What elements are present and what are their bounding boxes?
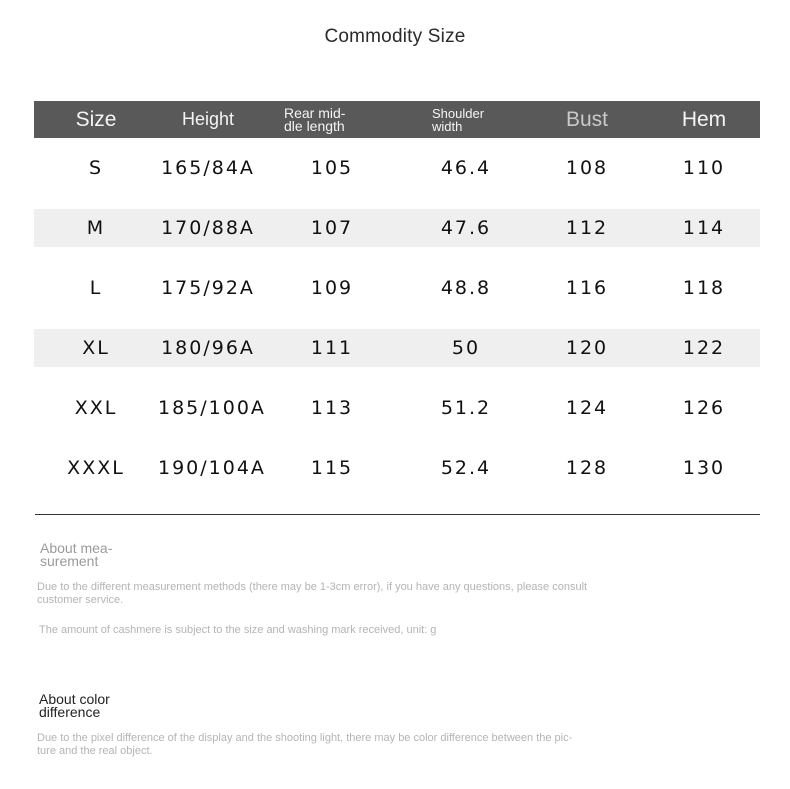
color-note: Due to the pixel difference of the display and the shooting light, there may be color difference between the pic- ture and the real object. bbox=[37, 732, 573, 757]
cell-rear-length: 109 bbox=[310, 277, 354, 299]
cashmere-note: The amount of cashmere is subject to the size and washing mark received, unit: g bbox=[39, 624, 437, 636]
divider-line bbox=[35, 514, 760, 515]
cell-height: 170/88A bbox=[161, 217, 255, 239]
cell-height: 190/104A bbox=[158, 457, 266, 479]
cell-bust: 120 bbox=[565, 337, 609, 359]
cell-rear-length: 105 bbox=[310, 157, 354, 179]
table-header bbox=[34, 101, 760, 138]
header-height: Height bbox=[181, 109, 235, 129]
cell-size: XL bbox=[82, 337, 110, 359]
cell-height: 175/92A bbox=[161, 277, 255, 299]
cell-hem: 114 bbox=[682, 217, 726, 239]
cell-size: M bbox=[86, 217, 106, 239]
header-size: Size bbox=[75, 107, 117, 131]
measurement-heading: About mea- surement bbox=[40, 540, 113, 569]
header-hem: Hem bbox=[681, 107, 727, 131]
cell-bust: 124 bbox=[565, 397, 609, 419]
cell-bust: 116 bbox=[565, 277, 609, 299]
table-row bbox=[34, 258, 760, 318]
size-table bbox=[34, 101, 760, 498]
cell-hem: 118 bbox=[682, 277, 726, 299]
cell-rear-length: 111 bbox=[310, 337, 354, 359]
cell-rear-length: 107 bbox=[310, 217, 354, 239]
cell-height: 185/100A bbox=[158, 397, 266, 419]
cell-height: 165/84A bbox=[161, 157, 255, 179]
cell-hem: 110 bbox=[682, 157, 726, 179]
cell-bust: 108 bbox=[565, 157, 609, 179]
page-title: Commodity Size bbox=[324, 26, 466, 47]
cell-shoulder: 51.2 bbox=[440, 397, 492, 419]
cell-size: S bbox=[88, 157, 104, 179]
cell-size: XXL bbox=[74, 397, 118, 419]
cell-size: XXXL bbox=[67, 457, 125, 479]
cell-rear-length: 113 bbox=[310, 397, 354, 419]
table-row bbox=[34, 329, 760, 367]
measurement-note: Due to the different measurement methods (there may be 1-3cm error), if you have any questions, please consult customer service. bbox=[37, 581, 588, 606]
cell-height: 180/96A bbox=[161, 337, 255, 359]
cell-hem: 122 bbox=[682, 337, 726, 359]
table-row bbox=[34, 378, 760, 438]
cell-shoulder: 52.4 bbox=[440, 457, 492, 479]
cell-shoulder: 50 bbox=[451, 337, 481, 359]
table-row bbox=[34, 138, 760, 198]
table-row bbox=[34, 209, 760, 247]
cell-rear-length: 115 bbox=[310, 457, 354, 479]
cell-bust: 112 bbox=[565, 217, 609, 239]
header-bust: Bust bbox=[565, 107, 609, 131]
header-rear-middle-length: Rear mid- dle length bbox=[284, 104, 346, 134]
cell-hem: 126 bbox=[682, 397, 726, 419]
cell-bust: 128 bbox=[565, 457, 609, 479]
header-shoulder-width: Shoulder width bbox=[432, 105, 485, 134]
cell-hem: 130 bbox=[682, 457, 726, 479]
cell-size: L bbox=[89, 277, 103, 299]
cell-shoulder: 47.6 bbox=[440, 217, 492, 239]
table-row bbox=[34, 438, 760, 498]
color-heading: About color difference bbox=[39, 691, 110, 720]
cell-shoulder: 46.4 bbox=[440, 157, 492, 179]
cell-shoulder: 48.8 bbox=[440, 277, 492, 299]
